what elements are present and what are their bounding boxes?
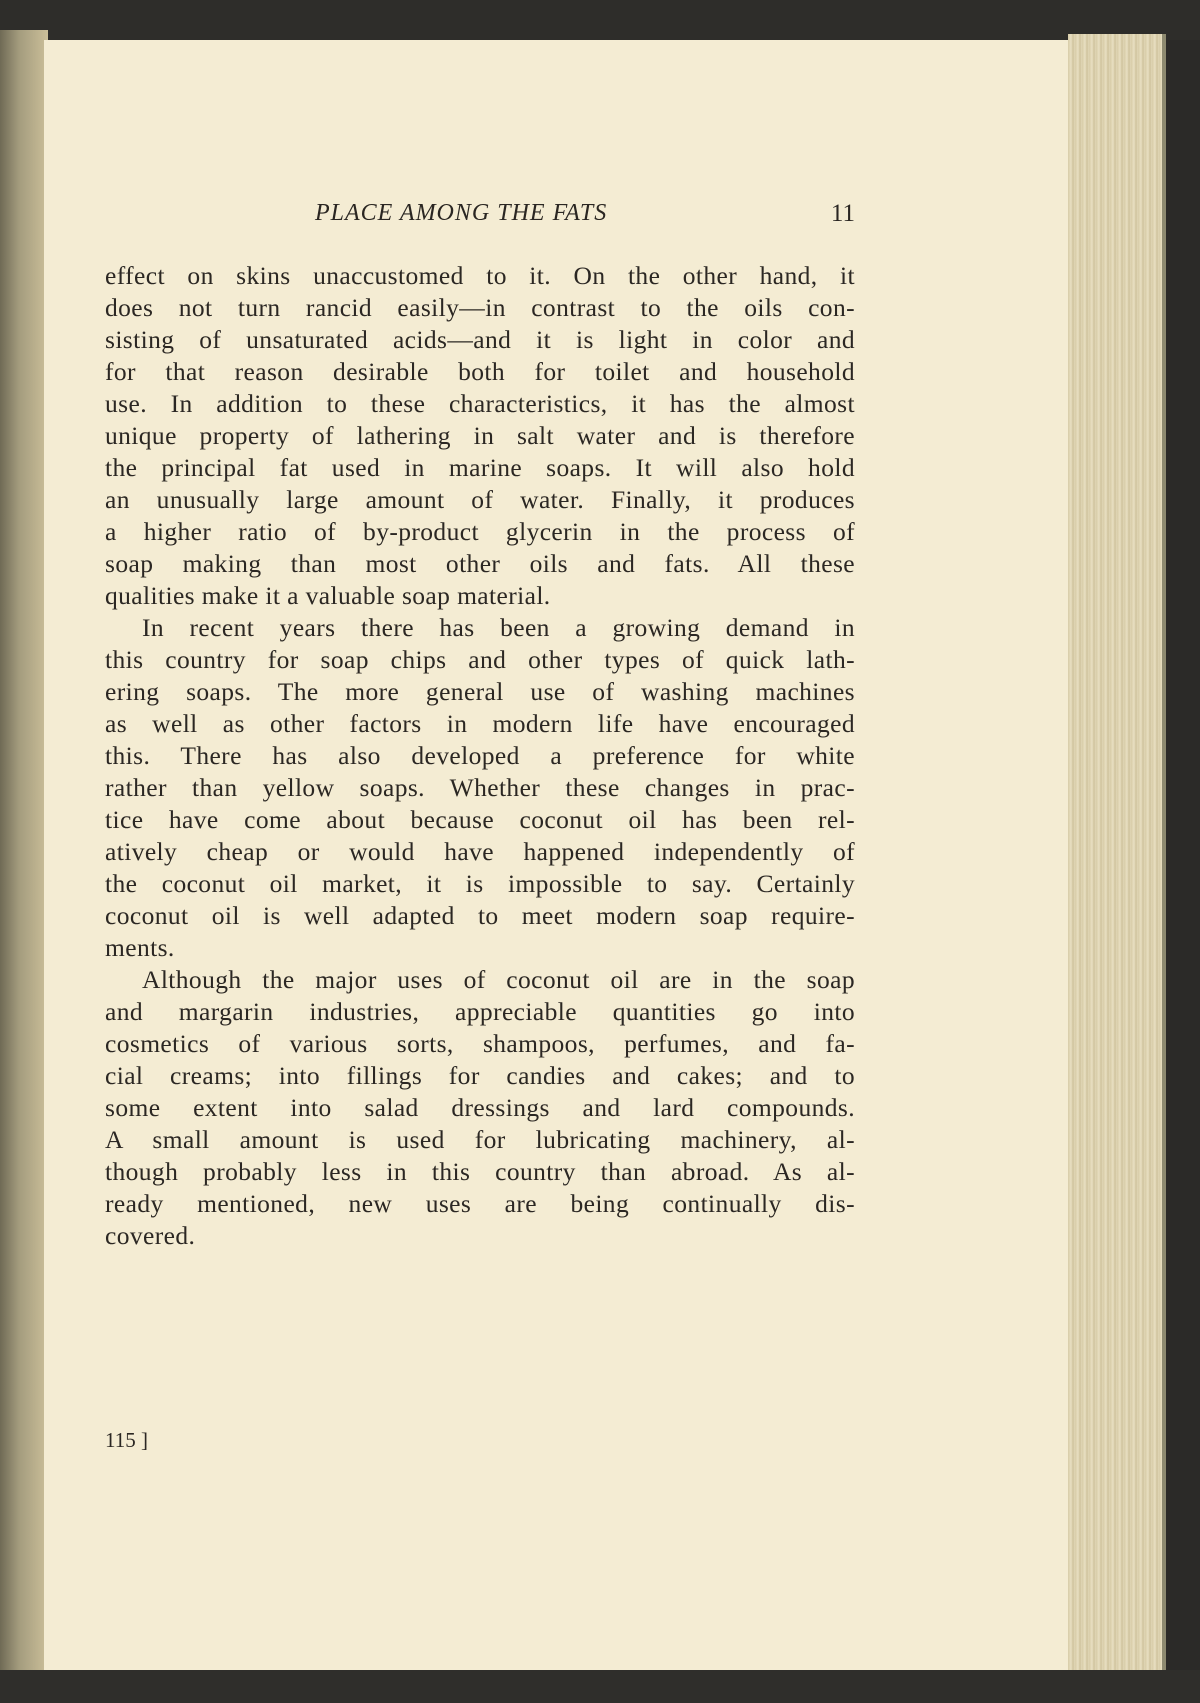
text-line: ments.: [105, 933, 175, 962]
text-line: cosmetics of various sorts, shampoos, perfumes, and fa-: [105, 1029, 855, 1058]
paragraph: [105, 260, 855, 612]
text-line: for that reason desirable both for toilet and household: [105, 357, 855, 386]
text-line: does not turn rancid easily—in contrast to the oils con-: [105, 293, 855, 322]
text-line: tice have come about because coconut oil has been rel-: [105, 805, 855, 834]
text-line: this. There has also developed a preference for white: [105, 741, 855, 770]
left-page-edge: [0, 30, 48, 1678]
signature-mark: 115 ]: [105, 1428, 148, 1452]
paragraph: [105, 612, 855, 964]
text-line: A small amount is used for lubricating machinery, al-: [105, 1125, 855, 1154]
text-line: the coconut oil market, it is impossible to say. Certainly: [105, 869, 855, 898]
text-line: a higher ratio of by-product glycerin in the process of: [105, 517, 855, 546]
text-line: In recent years there has been a growing demand in: [142, 613, 855, 642]
text-line: though probably less in this country than abroad. As al-: [105, 1157, 855, 1186]
text-line: this country for soap chips and other types of quick lath-: [105, 645, 855, 674]
text-line: an unusually large amount of water. Finally, it produces: [105, 485, 855, 514]
book-cover-top: [0, 0, 1200, 40]
page-number: 11: [830, 200, 855, 227]
text-line: use. In addition to these characteristics, it has the almost: [105, 389, 855, 418]
text-line: cial creams; into fillings for candies and cakes; and to: [105, 1061, 855, 1090]
text-line: the principal fat used in marine soaps. It will also hold: [105, 453, 855, 482]
paragraph: [105, 964, 855, 1252]
text-line: ready mentioned, new uses are being continually dis-: [105, 1189, 855, 1218]
text-line: rather than yellow soaps. Whether these changes in prac-: [105, 773, 855, 802]
text-line: coconut oil is well adapted to meet modern soap require-: [105, 901, 855, 930]
running-title: PLACE AMONG THE FATS: [315, 200, 608, 226]
text-line: ering soaps. The more general use of washing machines: [105, 677, 855, 706]
text-line: as well as other factors in modern life have encouraged: [105, 709, 855, 738]
text-line: some extent into salad dressings and lard compounds.: [105, 1093, 855, 1122]
text-line: effect on skins unaccustomed to it. On the other hand, it: [105, 261, 855, 290]
text-line: atively cheap or would have happened independently of: [105, 837, 855, 866]
text-line: sisting of unsaturated acids—and it is light in color and: [105, 325, 855, 354]
text-line: soap making than most other oils and fats. All these: [105, 549, 855, 578]
text-line: and margarin industries, appreciable quantities go into: [105, 997, 855, 1026]
book-cover-bottom: [0, 1670, 1200, 1703]
body-text: [105, 260, 855, 1252]
text-line: unique property of lathering in salt water and is therefore: [105, 421, 855, 450]
page-header: [105, 200, 855, 234]
text-line: covered.: [105, 1221, 196, 1250]
page-edges-stack: [1068, 34, 1166, 1682]
text-line: Although the major uses of coconut oil are in the soap: [142, 965, 855, 994]
text-line: qualities make it a valuable soap material.: [105, 581, 551, 610]
